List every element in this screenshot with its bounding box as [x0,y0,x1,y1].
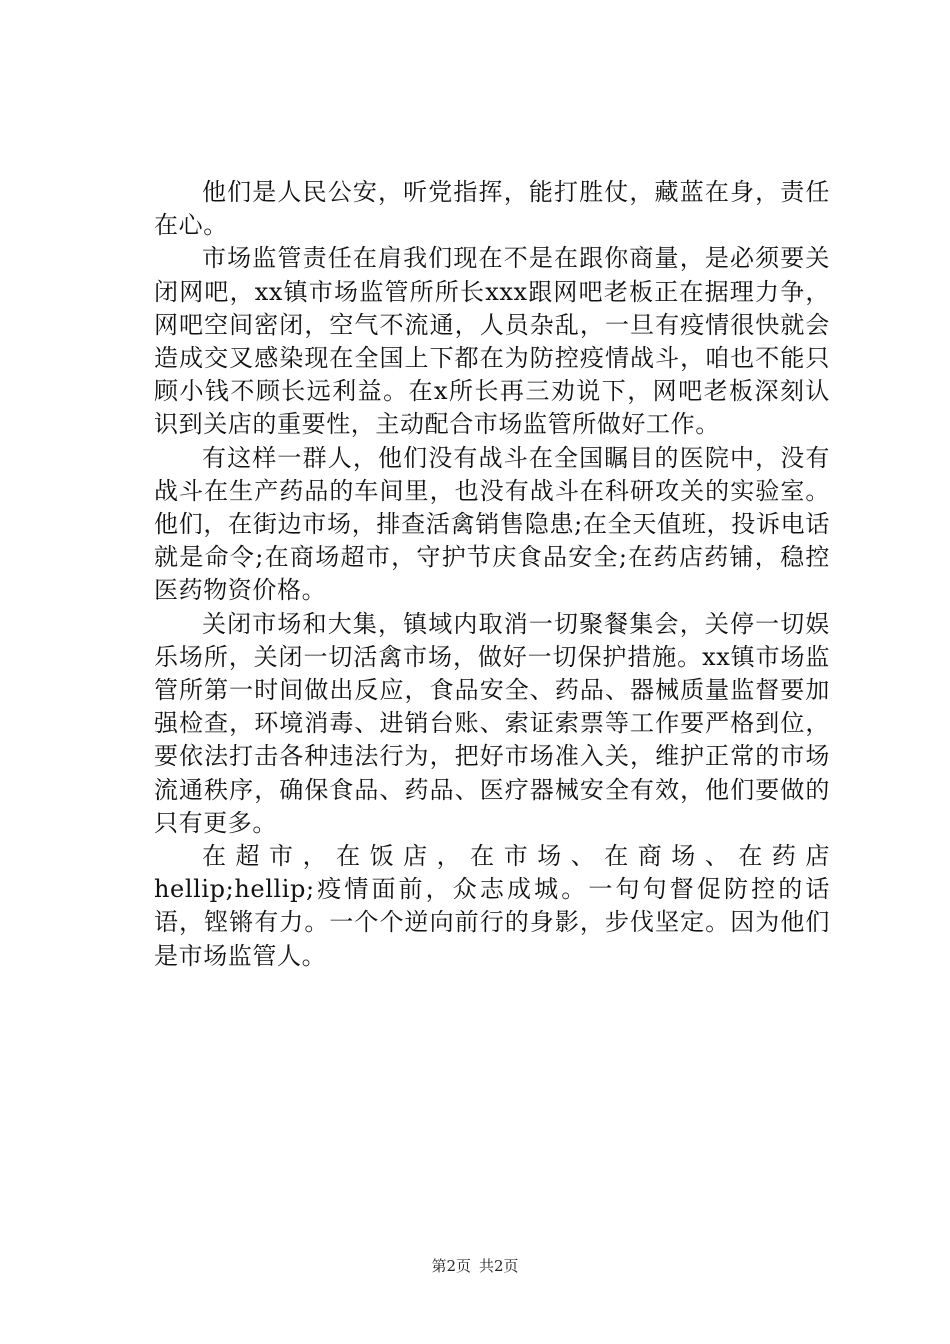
paragraph-4: 关闭市场和大集，镇域内取消一切聚餐集会，关停一切娱乐场所，关闭一切活禽市场，做好一切保护措施。xx镇市场监管所第一时间做出反应，食品安全、药品、器械质量监督要加强检查，环境消毒、进销台账、索证索票等工作要严格到位，要依法打击各种违法行为，把好市场准入关，维护正常的市场流通秩序，确保食品、药品、医疗器械安全有效，他们要做的只有更多。 [154,609,830,837]
paragraph-5: 在超市，在饭店，在市场、在商场、在药店hellip;hellip;疫情面前，众志成城。一句句督促防控的话语，铿锵有力。一个个逆向前行的身影，步伐坚定。因为他们是市场监管人。 [154,842,830,970]
paragraph-3: 有这样一群人，他们没有战斗在全国瞩目的医院中，没有战斗在生产药品的车间里，也没有战斗在科研攻关的实验室。他们，在街边市场，排查活禽销售隐患;在全天值班，投诉电话就是命令;在商场超市，守护节庆食品安全;在药店药铺，稳控医药物资价格。 [154,443,830,605]
page-total: 共2页 [479,1257,519,1275]
paragraph-1: 他们是人民公安，听党指挥，能打胜仗，藏蓝在身，责任在心。 [154,178,830,240]
document-body [154,176,830,973]
page-footer [0,1256,950,1276]
page-number: 第2页 [431,1257,471,1275]
paragraph-2: 市场监管责任在肩我们现在不是在跟你商量，是必须要关闭网吧，xx镇市场监管所所长xxx跟网吧老板正在据理力争，网吧空间密闭，空气不流通，人员杂乱，一旦有疫情很快就会造成交叉感染现在全国上下都在为防控疫情战斗，咱也不能只顾小钱不顾长远利益。在x所长再三劝说下，网吧老板深刻认识到关店的重要性，主动配合市场监管所做好工作。 [154,244,830,439]
